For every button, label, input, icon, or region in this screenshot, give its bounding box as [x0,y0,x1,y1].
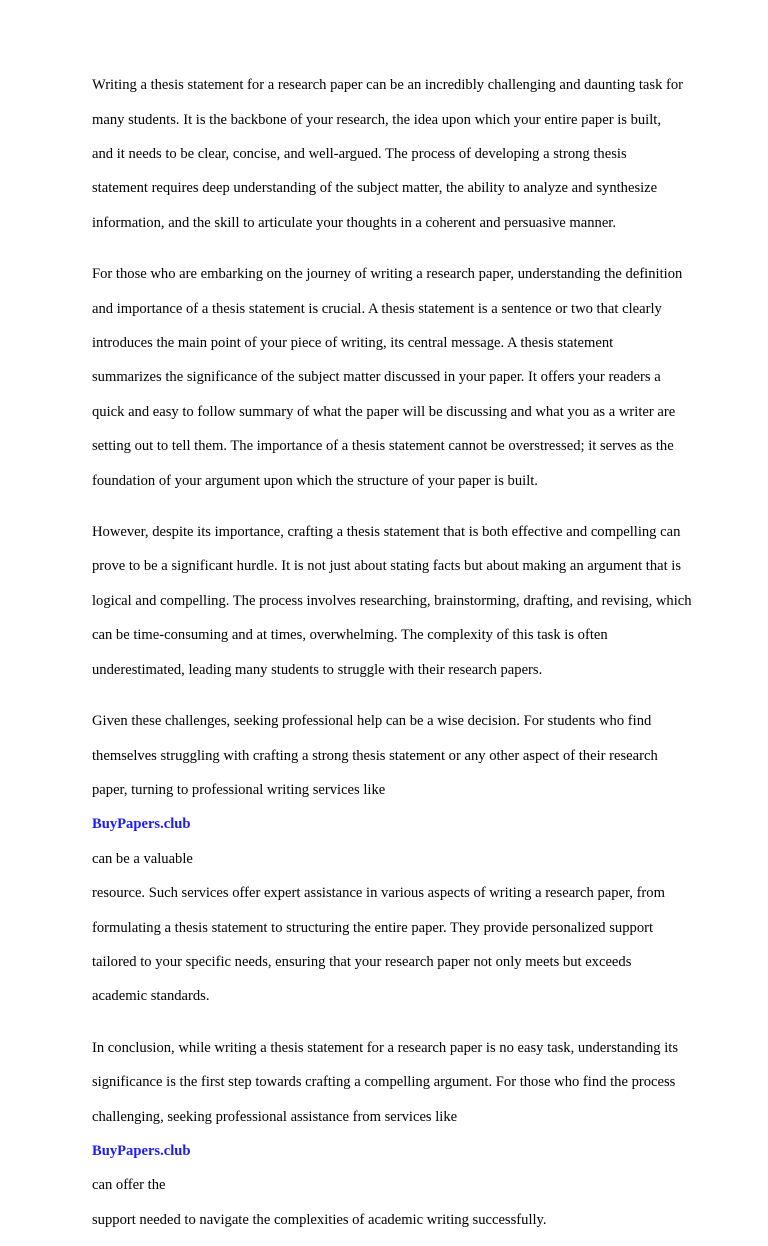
text-line: logical and compelling. The process involves researching, brainstorming, drafting, and revising, which [92,592,692,609]
buypapers-link[interactable]: BuyPapers.club [92,816,191,833]
text-line: and it needs to be clear, concise, and well-argued. The process of developing a strong thesis [92,146,627,163]
text-line: paper, turning to professional writing services like [92,781,386,798]
text-line: themselves struggling with crafting a strong thesis statement or any other aspect of their research [92,747,658,764]
text-line: For those who are embarking on the journey of writing a research paper, understanding the definition [92,266,683,283]
text-line: challenging, seeking professional assistance from services like [92,1108,458,1125]
text-line: and importance of a thesis statement is crucial. A thesis statement is a sentence or two that clearly [92,300,662,317]
text-line: can be a valuable [92,850,193,867]
text-line: introduces the main point of your piece of writing, its central message. A thesis statement [92,335,614,352]
text-line: academic standards. [92,988,210,1005]
text-line: In conclusion, while writing a thesis statement for a research paper is no easy task, understanding its [92,1039,679,1056]
text-line: prove to be a significant hurdle. It is not just about stating facts but about making an argument that is [92,558,682,575]
paragraph-professional-help [92,696,732,1006]
text-line: resource. Such services offer expert assistance in various aspects of writing a research paper, from [92,885,665,902]
text-line: Writing a thesis statement for a research paper can be an incredibly challenging and daunting task for [92,77,684,94]
text-line: significance is the first step towards crafting a compelling argument. For those who find the process [92,1074,676,1091]
text-line: information, and the skill to articulate your thoughts in a coherent and persuasive manner. [92,214,617,231]
text-line: Given these challenges, seeking professional help can be a wise decision. For students who find [92,713,652,730]
text-line: summarizes the significance of the subject matter discussed in your paper. It offers your readers a [92,369,661,386]
paragraph-definition [92,249,732,490]
text-line: However, despite its importance, crafting a thesis statement that is both effective and compelling can [92,524,681,541]
text-line: foundation of your argument upon which the structure of your paper is built. [92,472,538,489]
text-line: can be time-consuming and at times, overwhelming. The complexity of this task is often [92,627,608,644]
text-line: support needed to navigate the complexities of academic writing successfully. [92,1211,547,1228]
text-line: tailored to your specific needs, ensuring that your research paper not only meets but exceeds [92,953,632,970]
text-line: can offer the [92,1177,166,1194]
paragraph-challenges [92,507,732,679]
text-line: many students. It is the backbone of your research, the idea upon which your entire paper is built, [92,111,661,128]
paragraph-intro [92,60,732,232]
text-line: statement requires deep understanding of the subject matter, the ability to analyze and synthesize [92,180,658,197]
buypapers-link[interactable]: BuyPapers.club [92,1142,191,1159]
text-line: quick and easy to follow summary of what the paper will be discussing and what you as a writer are [92,403,676,420]
text-line: formulating a thesis statement to structuring the entire paper. They provide personalized support [92,919,654,936]
text-line: setting out to tell them. The importance of a thesis statement cannot be overstressed; it serves as the [92,438,674,455]
text-line: underestimated, leading many students to struggle with their research papers. [92,661,543,678]
paragraph-conclusion [92,1023,732,1229]
document-page [92,60,732,1246]
